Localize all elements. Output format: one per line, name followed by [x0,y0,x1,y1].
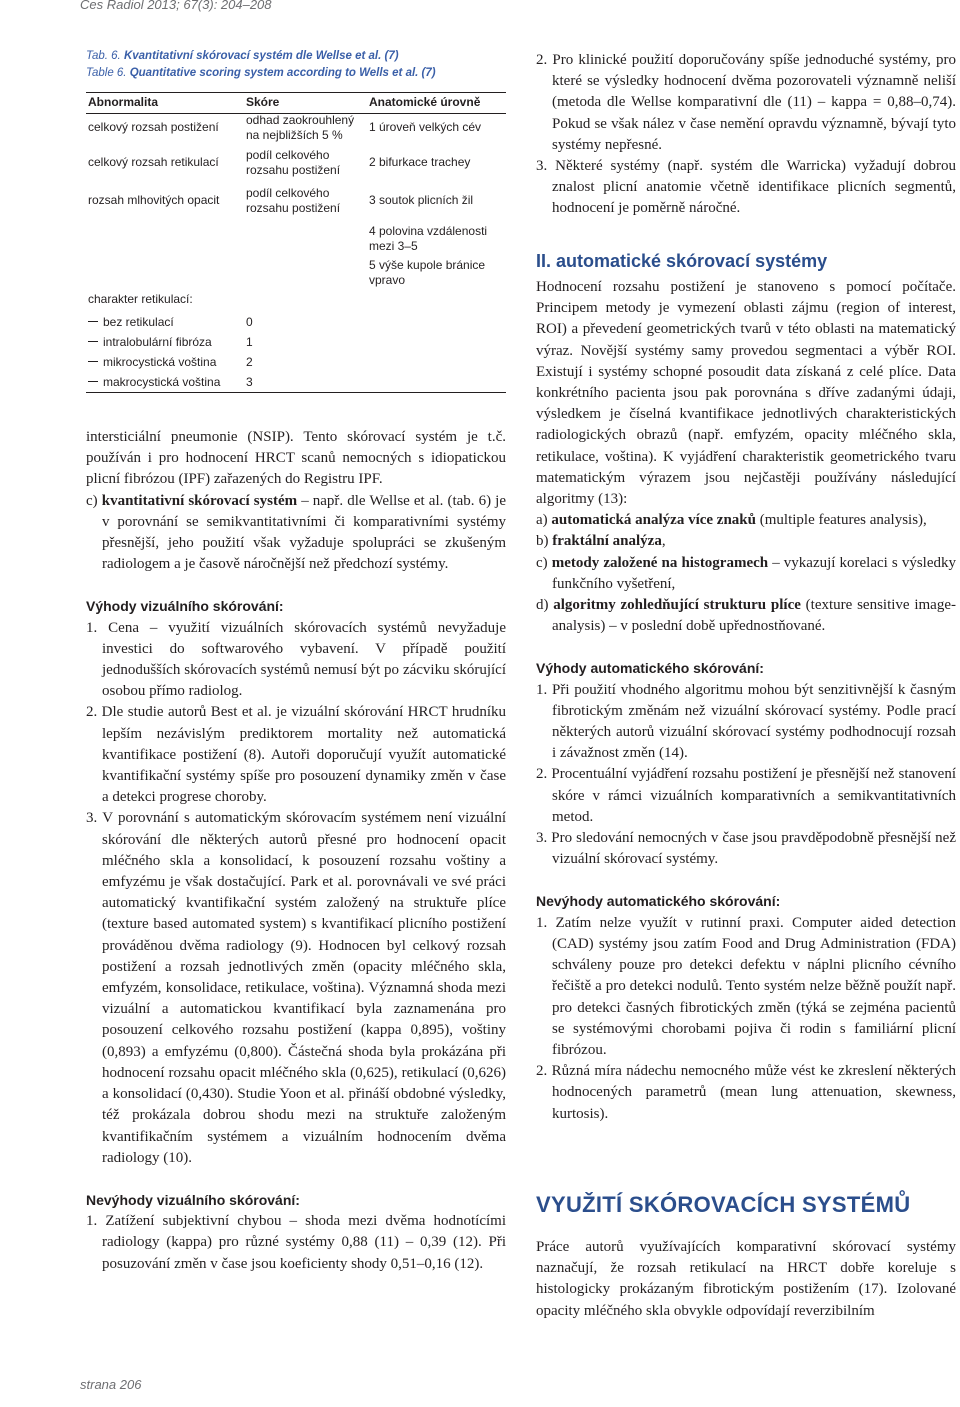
item-bold: kvantitativní skórovací systém [101,492,298,509]
table-cell-level-line: 5 výše kupole bránice [369,258,486,272]
table-cell-level: 1 úroveň velkých cév [369,120,482,134]
item-prefix: c) [86,492,102,509]
item-bold: metody založené na histogramech [551,554,769,571]
item-text: , [661,533,666,550]
item-text: – např. dle Wellse et al. (tab. 6) je v porovnání se semikvantitativními či komparativními systémy přesnější, jeho použití však vyžaduje spolupráci se zkušeným radiologem a je časově náročnější než předchozí systémy. [102,492,506,573]
table-cell-score-line: na nejbližších 5 % [246,128,343,142]
table-cell-score [246,148,340,178]
system-item: 3. Některé systémy (např. systém dle Warricka) vyžadují dobrou znalost plicní anatomie včetně identifikace plicních segmentů, hodnocení je poměrně náročné. [536,158,956,217]
table-cell-level-line: 4 polovina vzdálenosti [369,224,488,238]
auto-advantage-item: 2. Procentuální vyjádření rozsahu postižení je přesnější než stanovení skóre v rámci vizuálních komparativních a semikvantitativních metod. [536,766,956,825]
section-heading-automatic: II. automatické skórovací systémy [536,251,828,271]
advantages-heading: Výhody vizuálního skórování: [86,598,284,615]
right-body-usage [536,1237,956,1322]
dash-mark [88,321,98,322]
table-reticulation-label: intralobulární fibróza [103,335,212,349]
item-text: (multiple features analysis), [756,512,927,529]
table-reticulation-score: 0 [246,315,253,329]
spacer [86,575,506,596]
table-reticulation-item [88,335,212,350]
table-caption-cz-prefix: Tab. 6. [86,50,121,62]
spacer [536,637,956,658]
table-caption-en-prefix: Table 6. [86,67,127,79]
para-nsip: intersticiální pneumonie (NSIP). Tento skórovací systém je t.č. používán i pro hodnocení HRCT scanů nemocných s idiopatickou plicní fibrózou (IPF) zařazených do Registru IPF. [86,429,506,488]
spacer [536,870,956,891]
table-cell-level-line: mezi 3–5 [369,239,418,253]
para-usage: Práce autorů využívajících komparativní skórovací systémy naznačují, že rozsah retikulací na HRCT dobře koreluje s histologicky prokázaným fibrotickým postižením (17). Izolované opacity mléčného skla obvykle odpovídají reverzibilním [536,1239,956,1319]
page-number: strana 206 [80,1377,142,1392]
item-bold: algoritmy zohledňující strukturu plíce [553,597,801,614]
table-rule-bottom [86,392,506,393]
item-prefix: b) [536,533,553,550]
table-reticulation-score: 2 [246,355,253,369]
table-caption-cz [86,50,399,62]
table-caption-en-text: Quantitative scoring system according to Wells et al. (7) [129,67,436,79]
table-reticulation-item [88,355,216,370]
table-cell-score [246,113,354,143]
advantage-item: 3. V porovnání s automatickým skórovacím systémem není vizuální skórování dle některých autorů přesné pro hodnocení opacit mléčného skla a konsolidací, k posouzení rozsahu voštiny a emfyzému je však dostačující. Park et al. porovnávali ve své práci automatický kvantifikační systém založený na struktuře plíce (texture based automated system) s kvantifikací plicního postižení prováděnou dvěma radiology (9). Hodnocen byl celkový rozsah postižení a rozsah jednotlivých změn (opacity mléčného skla, emfyzém, konsolidace, retikulace, voština). Významná shoda mezi vizuální a automatickou kvantifikací byla zaznamenána pro posouzení celkového rozsahu postižení (kappa 0,895), voštiny (0,893) a emfyzému (0,800). Částečná shoda byla prokázána při hodnocení rozsahu opacit mléčného skla (0,625), retikulací (0,626) a konsolidací (0,430). Studie Yoon et al. přináší obdobné výsledky, též prokázala dobrou shodu mezi na struktuře založeným kvantifikačním systémem a vizuálním hodnocením dvěma radiology (10). [86,810,506,1166]
advantage-item: 1. Cena – využití vizuálních skórovacích systémů nevyžaduje investici do softwarového vybavení. V případě použití jednodušších skórovacích systémů nemusí být po zácviku skórující osobou přímo radiolog. [86,619,506,700]
table-cell-level [369,258,485,288]
item-bold: fraktální analýza [552,533,662,550]
section-heading-usage: VYUŽITÍ SKÓROVACÍCH SYSTÉMŮ [536,1192,911,1217]
table-reticulation-score: 1 [246,335,253,349]
dash-mark [88,361,98,362]
item-prefix: a) [536,512,552,529]
table-cell-score-line: podíl celkového [246,186,330,200]
left-body [86,427,506,1275]
auto-advantage-item: 3. Pro sledování nemocných v čase jsou pravděpodobně přesnější než vizuální skórovací systémy. [536,830,956,868]
algorithm-item [536,531,956,552]
table-header-levels: Anatomické úrovně [369,95,481,109]
table-reticulation-item [88,375,220,390]
auto-disadvantages-heading: Nevýhody automatického skórování: [536,893,781,910]
table-cell-level [369,224,487,254]
table-header-score: Skóre [246,95,280,109]
auto-disadvantage-item: 2. Různá míra nádechu nemocného může vést ke zkreslení některých hodnocených parametrů (mean lung attenuation, skewness, kurtosis). [536,1063,956,1122]
dash-mark [88,381,98,382]
item-bold: automatická analýza více znaků [551,512,756,529]
table-rule-top [86,92,506,93]
table-cell-score [246,186,340,216]
table-reticulation-item [88,315,174,330]
spacer [86,1169,506,1190]
table-caption-en [86,67,436,79]
auto-advantage-item: 1. Při použití vhodného algoritmu mohou být senzitivnější k časným fibrotickým změnám než vizuální skórovací systémy. Podle prací některých autorů vizuální skórovací systémy podhodnocují rozsah i závažnost změn (14). [536,681,956,762]
algorithm-item [536,510,956,531]
algorithm-item [536,553,956,595]
auto-disadvantage-item: 1. Zatím nelze využít v rutinní praxi. Computer aided detection (CAD) systémy jsou zatím Food and Drug Administration (FDA) schváleny pouze pro detekci defektu v náplni plicního cévního řečiště a pro detekci nodulů. Tento systém nelze běžně použít např. pro detekci časných fibrotických změn (týká se zejména pacientů se systémovými chorobami pojiva či rodin s familiární plicní fibrózou. [536,914,956,1058]
table-reticulation-title: charakter retikulací: [88,292,193,306]
table-cell-score-line: rozsahu postižení [246,201,341,215]
item-prefix: d) [536,597,554,614]
item-c-quantitative [86,491,506,576]
table-cell-score-line: rozsahu postižení [246,163,341,177]
table-cell-abnormality: celkový rozsah retikulací [88,155,219,169]
para-automatic: Hodnocení rozsahu postižení je stanoveno s pomocí počítače. Principem metody je vymezení oblasti zájmu (region of interest, ROI) a převedení geometrických tvarů v této oblasti na matematický výraz. Novější systémy samy provedou segmentaci a výběr ROI. Existují i systémy schopné posoudit data získaná z celé plíce. Data konkrétního pacienta jsou pak porovnána s dříve zadanými údaji, výsledkem je číselná kvantifikace jednotlivých charakteristických radiologických obrazů (např. emfyzém, opacity mléčného skla, retikulace, voština). K vyjádření charakteristik geometrického tvaru matematickým výrazem jsou nejčastěji používány následující algoritmy (13): [536,279,956,508]
table-cell-level: 2 bifurkace trachey [369,155,471,169]
table-cell-score-line: odhad zaokrouhlený [246,113,355,127]
disadvantage-item: 1. Zatížení subjektivní chybou – shoda mezi dvěma hodnotícími radiology (kappa) pro různé systémy 0,88 (11) – 0,39 (12). Při posuzování změn v čase jsou koeficienty shody 0,51–0,16 (12). [86,1213,506,1272]
item-text: – vykazují korelaci s výsledky funkčního vyšetření, [552,554,956,592]
item-text: (texture sensitive image-analysis) – v poslední době upřednostňované. [552,597,956,635]
table-cell-abnormality: rozsah mlhovitých opacit [88,193,220,207]
advantage-item: 2. Dle studie autorů Best et al. je vizuální skórování HRCT hrudníku lepším nezávislým prediktorem mortality než automatická kvantifikace postižení (8). Autoři doporučují využít automatické kvantifikační systémy spíše pro posouzení dynamiky změn v čase a detekci progrese choroby. [86,704,506,806]
table-caption-cz-text: Kvantitativní skórovací systém dle Wellse et al. (7) [123,50,399,62]
right-top-items [536,50,956,220]
table-cell-abnormality: celkový rozsah postižení [88,120,219,134]
auto-advantages-heading: Výhody automatického skórování: [536,660,764,677]
table-reticulation-label: bez retikulací [103,315,174,329]
disadvantages-heading: Nevýhody vizuálního skórování: [86,1191,300,1208]
running-head: Ces Radiol 2013; 67(3): 204–208 [80,0,272,12]
right-body-auto [536,277,956,1125]
algorithm-item [536,595,956,637]
item-prefix: c) [536,554,552,571]
dash-mark [88,341,98,342]
table-cell-level: 3 soutok plicních žil [369,193,474,207]
table-reticulation-label: mikrocystická voština [103,355,217,369]
system-item: 2. Pro klinické použití doporučovány spíše jednoduché systémy, pro které se výsledky hodnocení dvěma pozorovateli významně neliší (metoda dle Wellse komparativní dle (11) – kappa = 0,88–0,74). Pokud se však nález v čase nemění opravdu významně, bývají tyto systémy nepřesné. [536,52,956,153]
table-header-abnormality: Abnormalita [88,95,159,109]
table-reticulation-score: 3 [246,375,253,389]
table-cell-score-line: podíl celkového [246,148,330,162]
table-cell-level-line: vpravo [369,273,406,287]
table-reticulation-label: makrocystická voština [103,375,221,389]
